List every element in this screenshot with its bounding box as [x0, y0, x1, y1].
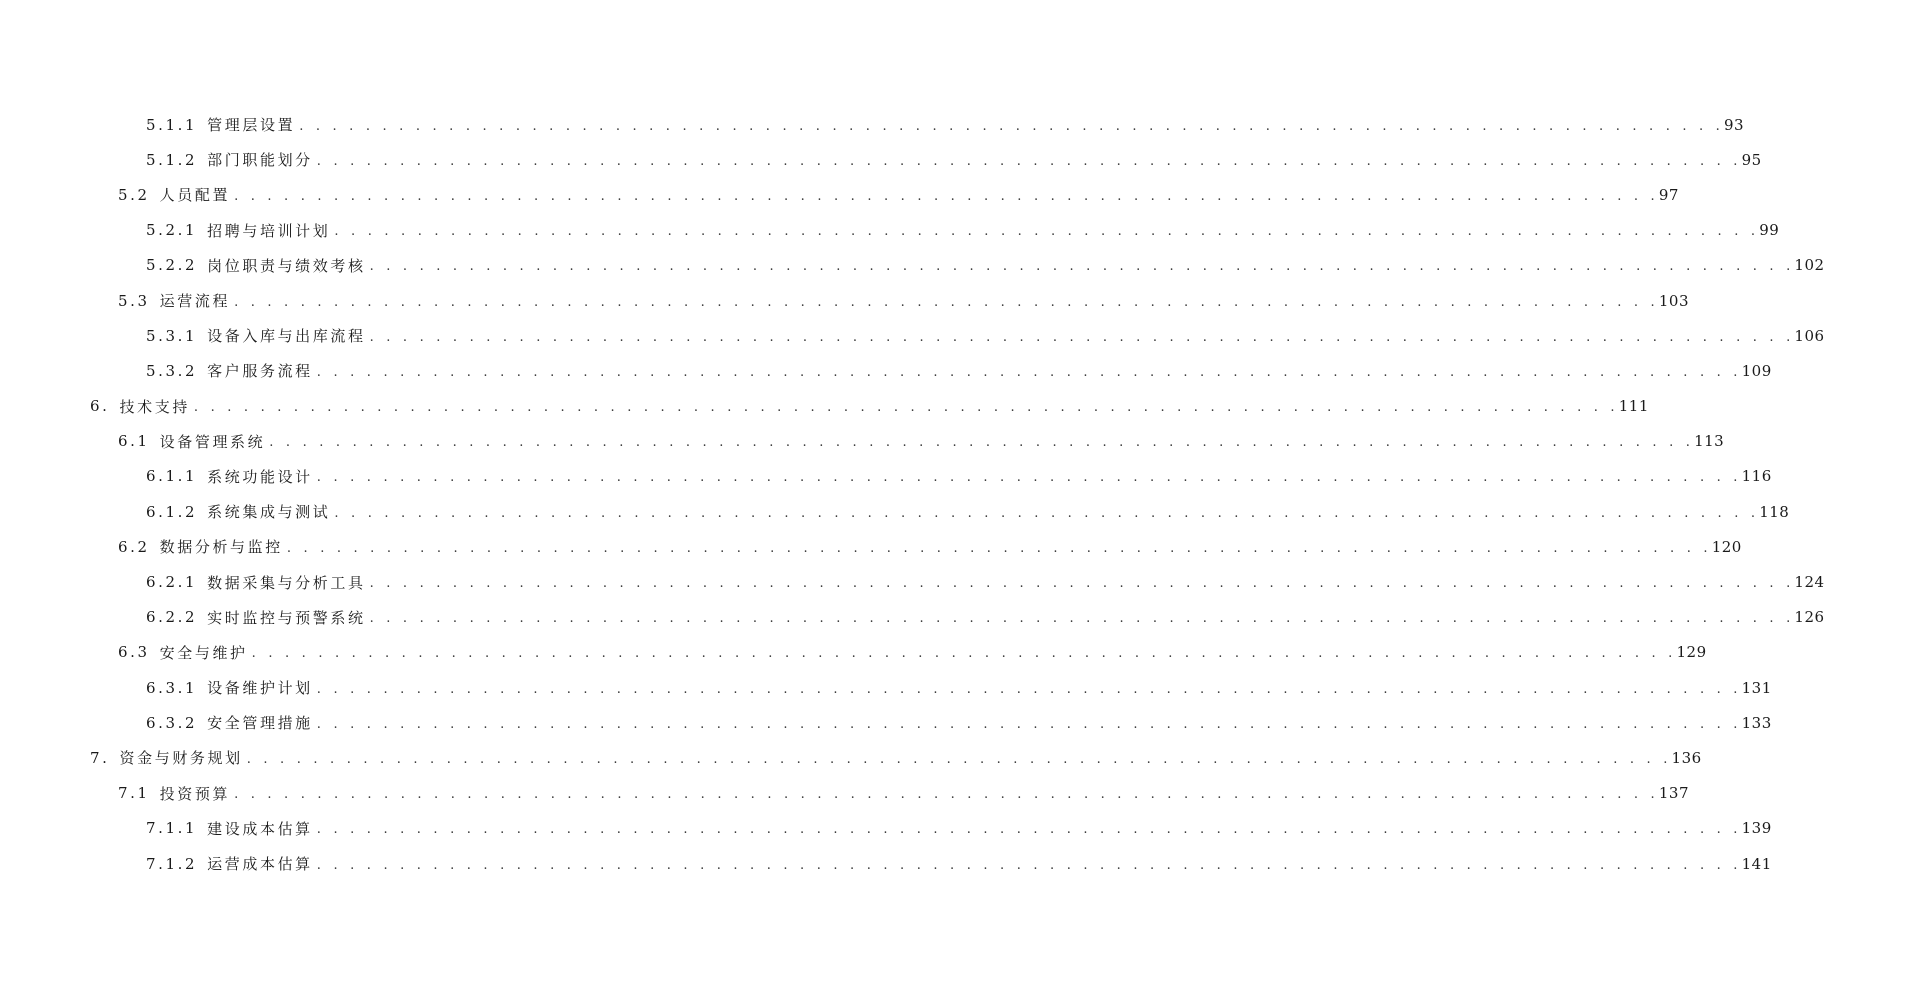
toc-dot-leader: . . . . . . . . . . . . . . . . . . . . . . . . . . . . . . . . . . . . . . . . . . . . . . . . . . . . . . . . . . . . . . . . . . . . . . . . . . . . . . . . . . . . . . [369, 329, 1795, 345]
toc-entry-page-number: 99 [1759, 221, 1780, 240]
toc-dot-leader: . . . . . . . . . . . . . . . . . . . . . . . . . . . . . . . . . . . . . . . . . . . . . . . . . . . . . . . . . . . . . . . . . . . . . . . . . . . . . . . . . . . . . . [251, 646, 1677, 662]
toc-entry-title: 设备维护计划 [207, 679, 313, 698]
toc-entry[interactable] [0, 424, 1725, 459]
toc-entry[interactable] [0, 318, 1825, 353]
toc-entry-page-number: 139 [1741, 819, 1772, 838]
toc-entry-title: 实时监控与预警系统 [207, 608, 366, 627]
toc-entry[interactable] [0, 283, 1690, 318]
toc-entry-page-number: 106 [1794, 326, 1825, 345]
toc-entry-title: 建设成本估算 [207, 819, 313, 838]
toc-entry-title: 管理层设置 [207, 116, 296, 135]
toc-entry-number: 6. [90, 397, 110, 416]
toc-entry-title: 岗位职责与绩效考核 [207, 256, 366, 275]
toc-entry-title: 客户服务流程 [207, 362, 313, 381]
toc-entry[interactable] [0, 213, 1780, 248]
toc-entry[interactable] [0, 811, 1772, 846]
toc-entry-title: 部门职能划分 [207, 151, 313, 170]
toc-entry-number: 6.1.2 [146, 502, 198, 521]
toc-dot-leader: . . . . . . . . . . . . . . . . . . . . . . . . . . . . . . . . . . . . . . . . . . . . . . . . . . . . . . . . . . . . . . . . . . . . . . . . . . . . . . . . . . . . . . [369, 611, 1795, 627]
toc-dot-leader: . . . . . . . . . . . . . . . . . . . . . . . . . . . . . . . . . . . . . . . . . . . . . . . . . . . . . . . . . . . . . . . . . . . . . . . . . . . . . . . . . . . . . . [334, 224, 1760, 240]
toc-entry-number: 7.1.1 [146, 819, 198, 838]
toc-entry-number: 5.1.1 [146, 115, 198, 134]
toc-entry-title: 安全与维护 [159, 643, 248, 662]
toc-dot-leader: . . . . . . . . . . . . . . . . . . . . . . . . . . . . . . . . . . . . . . . . . . . . . . . . . . . . . . . . . . . . . . . . . . . . . . . . . . . . . . . . . . . . . . [316, 153, 1742, 169]
toc-entry-title: 数据分析与监控 [159, 538, 283, 557]
toc-entry-title: 安全管理措施 [207, 714, 313, 733]
toc-entry-page-number: 116 [1741, 467, 1772, 486]
toc-entry[interactable] [0, 776, 1690, 811]
toc-entry[interactable] [0, 459, 1772, 494]
toc-dot-leader: . . . . . . . . . . . . . . . . . . . . . . . . . . . . . . . . . . . . . . . . . . . . . . . . . . . . . . . . . . . . . . . . . . . . . . . . . . . . . . . . . . . . . . [234, 787, 1659, 803]
toc-entry-page-number: 133 [1741, 713, 1772, 732]
toc-entry[interactable] [0, 529, 1742, 564]
toc-entry-title: 招聘与培训计划 [207, 221, 331, 240]
toc-entry-page-number: 131 [1741, 678, 1772, 697]
toc-entry-number: 7. [90, 748, 110, 767]
toc-entry-page-number: 124 [1794, 573, 1825, 592]
toc-entry-title: 设备管理系统 [159, 432, 266, 451]
toc-entry-title: 系统集成与测试 [207, 503, 331, 522]
toc-dot-leader: . . . . . . . . . . . . . . . . . . . . . . . . . . . . . . . . . . . . . . . . . . . . . . . . . . . . . . . . . . . . . . . . . . . . . . . . . . . . . . . . . . . . . . [246, 751, 1672, 767]
toc-entry[interactable] [0, 142, 1762, 177]
toc-dot-leader: . . . . . . . . . . . . . . . . . . . . . . . . . . . . . . . . . . . . . . . . . . . . . . . . . . . . . . . . . . . . . . . . . . . . . . . . . . . . . . . . . . . . . . [316, 470, 1742, 486]
toc-entry-page-number: 95 [1741, 150, 1762, 169]
toc-dot-leader: . . . . . . . . . . . . . . . . . . . . . . . . . . . . . . . . . . . . . . . . . . . . . . . . . . . . . . . . . . . . . . . . . . . . . . . . . . . . . . . . . . . . . . [369, 259, 1795, 275]
toc-dot-leader: . . . . . . . . . . . . . . . . . . . . . . . . . . . . . . . . . . . . . . . . . . . . . . . . . . . . . . . . . . . . . . . . . . . . . . . . . . . . . . . . . . . . . . [316, 681, 1742, 697]
toc-entry-number: 7.1.2 [146, 854, 198, 873]
toc-entry-page-number: 136 [1671, 748, 1702, 767]
toc-entry[interactable] [0, 740, 1702, 775]
toc-entry-page-number: 109 [1741, 361, 1772, 380]
toc-entry[interactable] [0, 248, 1825, 283]
toc-dot-leader: . . . . . . . . . . . . . . . . . . . . . . . . . . . . . . . . . . . . . . . . . . . . . . . . . . . . . . . . . . . . . . . . . . . . . . . . . . . . . . . . . . . . . . [234, 188, 1659, 204]
toc-entry-number: 7.1 [118, 784, 150, 803]
toc-entry-number: 6.3.1 [146, 678, 198, 697]
toc-entry-page-number: 97 [1658, 185, 1679, 204]
toc-entry-page-number: 111 [1618, 397, 1649, 416]
toc-entry-number: 6.3 [118, 643, 150, 662]
toc-entry-number: 5.2.1 [146, 221, 198, 240]
toc-entry-page-number: 118 [1759, 502, 1790, 521]
toc-dot-leader: . . . . . . . . . . . . . . . . . . . . . . . . . . . . . . . . . . . . . . . . . . . . . . . . . . . . . . . . . . . . . . . . . . . . . . . . . . . . . . . . . . . . . . [299, 118, 1725, 134]
toc-entry[interactable] [0, 107, 1745, 142]
toc-entry-page-number: 102 [1794, 256, 1825, 275]
toc-entry-title: 人员配置 [159, 186, 231, 205]
toc-entry-number: 5.2 [118, 185, 150, 204]
toc-entry-page-number: 129 [1676, 643, 1707, 662]
toc-entry-page-number: 113 [1694, 432, 1725, 451]
toc-dot-leader: . . . . . . . . . . . . . . . . . . . . . . . . . . . . . . . . . . . . . . . . . . . . . . . . . . . . . . . . . . . . . . . . . . . . . . . . . . . . . . . . . . . . . . [316, 857, 1742, 873]
toc-entry-number: 6.2.1 [146, 573, 198, 592]
toc-entry-number: 6.2 [118, 537, 150, 556]
toc-entry-title: 资金与财务规划 [119, 749, 243, 768]
toc-entry[interactable] [0, 846, 1772, 881]
toc-entry-page-number: 120 [1711, 537, 1742, 556]
toc-dot-leader: . . . . . . . . . . . . . . . . . . . . . . . . . . . . . . . . . . . . . . . . . . . . . . . . . . . . . . . . . . . . . . . . . . . . . . . . . . . . . . . . . . . . . . [269, 435, 1695, 451]
toc-entry-title: 运营成本估算 [207, 855, 313, 874]
toc-entry[interactable] [0, 600, 1825, 635]
table-of-contents [0, 107, 1825, 881]
toc-entry-number: 5.2.2 [146, 256, 198, 275]
toc-entry-title: 数据采集与分析工具 [207, 573, 366, 592]
toc-entry[interactable] [0, 177, 1679, 212]
toc-entry-number: 5.3 [118, 291, 150, 310]
toc-entry-page-number: 103 [1658, 291, 1690, 310]
toc-entry-number: 5.1.2 [146, 150, 198, 169]
toc-dot-leader: . . . . . . . . . . . . . . . . . . . . . . . . . . . . . . . . . . . . . . . . . . . . . . . . . . . . . . . . . . . . . . . . . . . . . . . . . . . . . . . . . . . . . . [316, 716, 1742, 732]
toc-entry[interactable] [0, 705, 1772, 740]
toc-dot-leader: . . . . . . . . . . . . . . . . . . . . . . . . . . . . . . . . . . . . . . . . . . . . . . . . . . . . . . . . . . . . . . . . . . . . . . . . . . . . . . . . . . . . . . [316, 364, 1742, 380]
toc-entry-number: 6.2.2 [146, 608, 198, 627]
toc-entry-page-number: 93 [1724, 115, 1745, 134]
toc-entry-title: 运营流程 [159, 292, 231, 311]
toc-entry-title: 设备入库与出库流程 [207, 327, 366, 346]
toc-entry-number: 5.3.2 [146, 361, 198, 380]
toc-entry[interactable] [0, 389, 1649, 424]
toc-entry-page-number: 141 [1741, 854, 1772, 873]
toc-entry-number: 6.1.1 [146, 467, 198, 486]
toc-entry[interactable] [0, 670, 1772, 705]
toc-entry-page-number: 126 [1794, 608, 1825, 627]
toc-entry[interactable] [0, 564, 1825, 599]
toc-entry-title: 技术支持 [119, 397, 190, 416]
toc-entry-title: 系统功能设计 [207, 467, 313, 486]
toc-entry[interactable] [0, 635, 1707, 670]
toc-entry[interactable] [0, 494, 1790, 529]
toc-dot-leader: . . . . . . . . . . . . . . . . . . . . . . . . . . . . . . . . . . . . . . . . . . . . . . . . . . . . . . . . . . . . . . . . . . . . . . . . . . . . . . . . . . . . . . [286, 540, 1712, 556]
toc-dot-leader: . . . . . . . . . . . . . . . . . . . . . . . . . . . . . . . . . . . . . . . . . . . . . . . . . . . . . . . . . . . . . . . . . . . . . . . . . . . . . . . . . . . . . . [234, 294, 1659, 310]
toc-dot-leader: . . . . . . . . . . . . . . . . . . . . . . . . . . . . . . . . . . . . . . . . . . . . . . . . . . . . . . . . . . . . . . . . . . . . . . . . . . . . . . . . . . . . . . [316, 822, 1742, 838]
toc-entry-page-number: 137 [1658, 784, 1690, 803]
toc-dot-leader: . . . . . . . . . . . . . . . . . . . . . . . . . . . . . . . . . . . . . . . . . . . . . . . . . . . . . . . . . . . . . . . . . . . . . . . . . . . . . . . . . . . . . . [334, 505, 1760, 521]
toc-dot-leader: . . . . . . . . . . . . . . . . . . . . . . . . . . . . . . . . . . . . . . . . . . . . . . . . . . . . . . . . . . . . . . . . . . . . . . . . . . . . . . . . . . . . . . [193, 400, 1619, 416]
toc-entry[interactable] [0, 353, 1772, 388]
toc-dot-leader: . . . . . . . . . . . . . . . . . . . . . . . . . . . . . . . . . . . . . . . . . . . . . . . . . . . . . . . . . . . . . . . . . . . . . . . . . . . . . . . . . . . . . . [369, 576, 1795, 592]
toc-entry-title: 投资预算 [159, 784, 231, 803]
toc-entry-number: 6.3.2 [146, 713, 198, 732]
toc-entry-number: 5.3.1 [146, 326, 198, 345]
toc-entry-number: 6.1 [118, 432, 150, 451]
